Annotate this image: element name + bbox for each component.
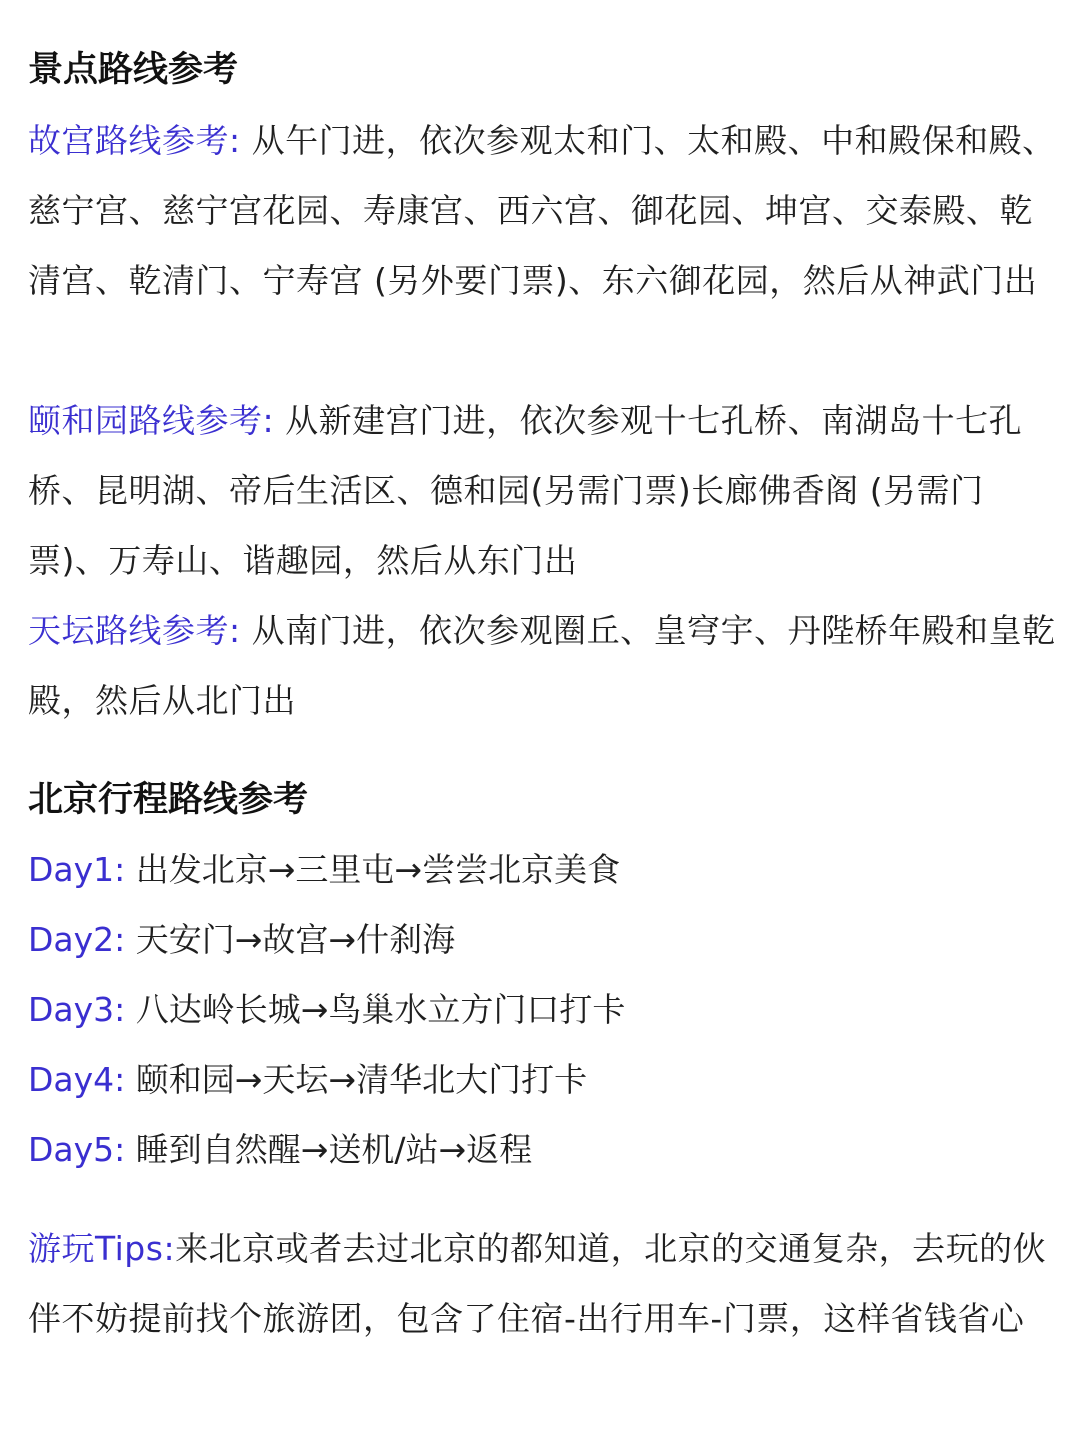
day-label: Day5:	[28, 1130, 126, 1169]
day-label: Day4:	[28, 1060, 126, 1099]
day-text: 颐和园→天坛→清华北大门打卡	[135, 1060, 588, 1099]
route-label: 故宫路线参考:	[28, 121, 241, 160]
route-forbidden-city	[28, 106, 1058, 316]
routes-heading: 景点路线参考	[28, 50, 239, 90]
itinerary-heading: 北京行程路线参考	[28, 780, 309, 820]
itinerary-day-1	[28, 848, 620, 892]
itinerary-day-3	[28, 988, 625, 1032]
travel-tips	[28, 1214, 1058, 1354]
day-label: Day3:	[28, 990, 126, 1029]
tips-text: 来北京或者去过北京的都知道，北京的交通复杂，去玩的伙伴不妨提前找个旅游团，包含了住宿-出行用车-门票，这样省钱省心	[28, 1229, 1047, 1338]
itinerary-day-5	[28, 1128, 532, 1172]
itinerary-day-2	[28, 918, 455, 962]
route-label: 颐和园路线参考:	[28, 401, 275, 440]
route-label: 天坛路线参考:	[28, 611, 241, 650]
route-temple-of-heaven	[28, 596, 1058, 736]
day-text: 出发北京→三里屯→尝尝北京美食	[135, 850, 621, 889]
itinerary-day-4	[28, 1058, 587, 1102]
route-text: 从新建宫门进，依次参观十七孔桥、南湖岛十七孔桥、昆明湖、帝后生活区、德和园(另需门票)长廊佛香阁 (另需门票)、万寿山、谐趣园，然后从东门出	[28, 401, 1023, 580]
route-text: 从南门进，依次参观圈丘、皇穹宇、丹陛桥年殿和皇乾殿，然后从北门出	[28, 611, 1056, 720]
day-text: 天安门→故宫→什刹海	[135, 920, 456, 959]
day-text: 八达岭长城→鸟巢水立方门口打卡	[135, 990, 626, 1029]
day-label: Day2:	[28, 920, 126, 959]
tips-label: 游玩Tips:	[28, 1229, 176, 1268]
day-text: 睡到自然醒→送机/站→返程	[135, 1130, 533, 1169]
day-label: Day1:	[28, 850, 126, 889]
route-text: 从午门进，依次参观太和门、太和殿、中和殿保和殿、慈宁宫、慈宁宫花园、寿康宫、西六宫、御花园、坤宫、交泰殿、乾清宫、乾清门、宁寿宫 (另外要门票)、东六御花园，然后从神武门出	[28, 121, 1056, 300]
route-summer-palace	[28, 386, 1058, 596]
